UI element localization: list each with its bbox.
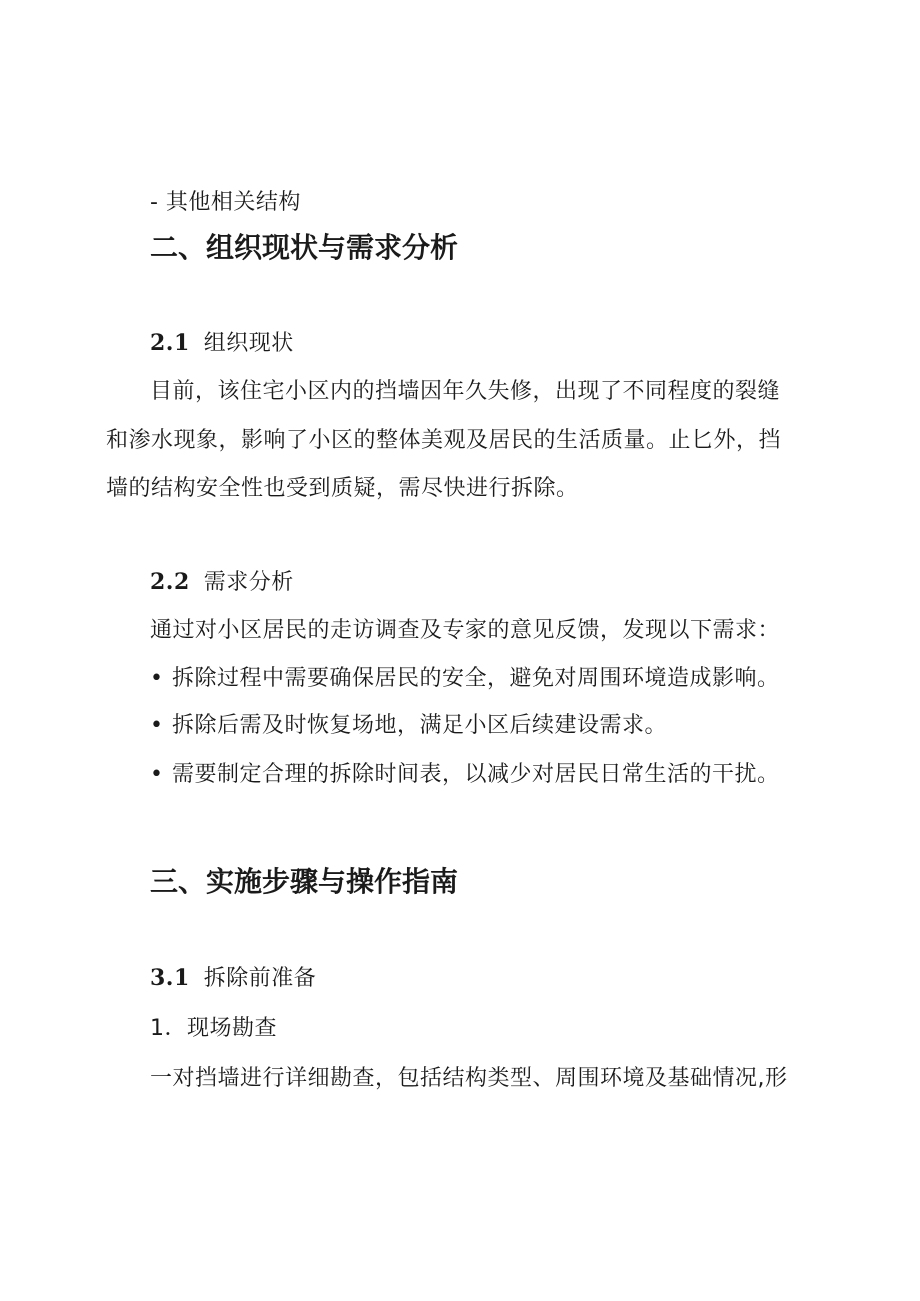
subsection-2-2-heading (150, 567, 294, 598)
bullet-icon: • (150, 713, 164, 738)
subsection-2-1-number: 2.1 (150, 330, 190, 356)
paragraph-line: 一对挡墙进行详细勘查，包括结构类型、周围环境及基础情况,形 (150, 1066, 788, 1091)
subsection-2-2-title: 需求分析 (203, 570, 294, 595)
subsection-2-1-heading (150, 328, 294, 359)
list-item (150, 760, 780, 790)
list-item (150, 711, 667, 741)
paragraph-line: 和渗水现象，影响了小区的整体美观及居民的生活质量。止匕外，挡 (106, 428, 782, 453)
section-3-heading: 三、实施步骤与操作指南 (150, 865, 459, 898)
numbered-item: 1．现场勘查 (150, 1016, 277, 1041)
list-item-text: 拆除后需及时恢复场地，满足小区后续建设需求。 (172, 713, 668, 738)
bullet-icon: • (150, 762, 164, 787)
bullet-icon: • (150, 666, 164, 691)
top-list-item: - 其他相关结构 (150, 190, 301, 215)
section-2-heading: 二、组织现状与需求分析 (150, 231, 459, 264)
paragraph-line: 墙的结构安全性也受到质疑，需尽快进行拆除。 (106, 476, 579, 501)
subsection-2-1-title: 组织现状 (203, 331, 294, 356)
paragraph-line: 目前，该住宅小区内的挡墙因年久失修，出现了不同程度的裂缝 (150, 379, 781, 404)
list-item-text: 拆除过程中需要确保居民的安全，避免对周围环境造成影响。 (172, 666, 780, 691)
subsection-3-1-number: 3.1 (150, 965, 190, 991)
subsection-2-2-number: 2.2 (150, 569, 190, 595)
subsection-3-1-title: 拆除前准备 (203, 966, 317, 991)
list-item-text: 需要制定合理的拆除时间表，以减少对居民日常生活的干扰。 (172, 762, 780, 787)
intro-line: 通过对小区居民的走访调查及专家的意见反馈，发现以下需求： (150, 618, 781, 643)
list-item (150, 664, 780, 694)
subsection-3-1-heading (150, 963, 316, 994)
